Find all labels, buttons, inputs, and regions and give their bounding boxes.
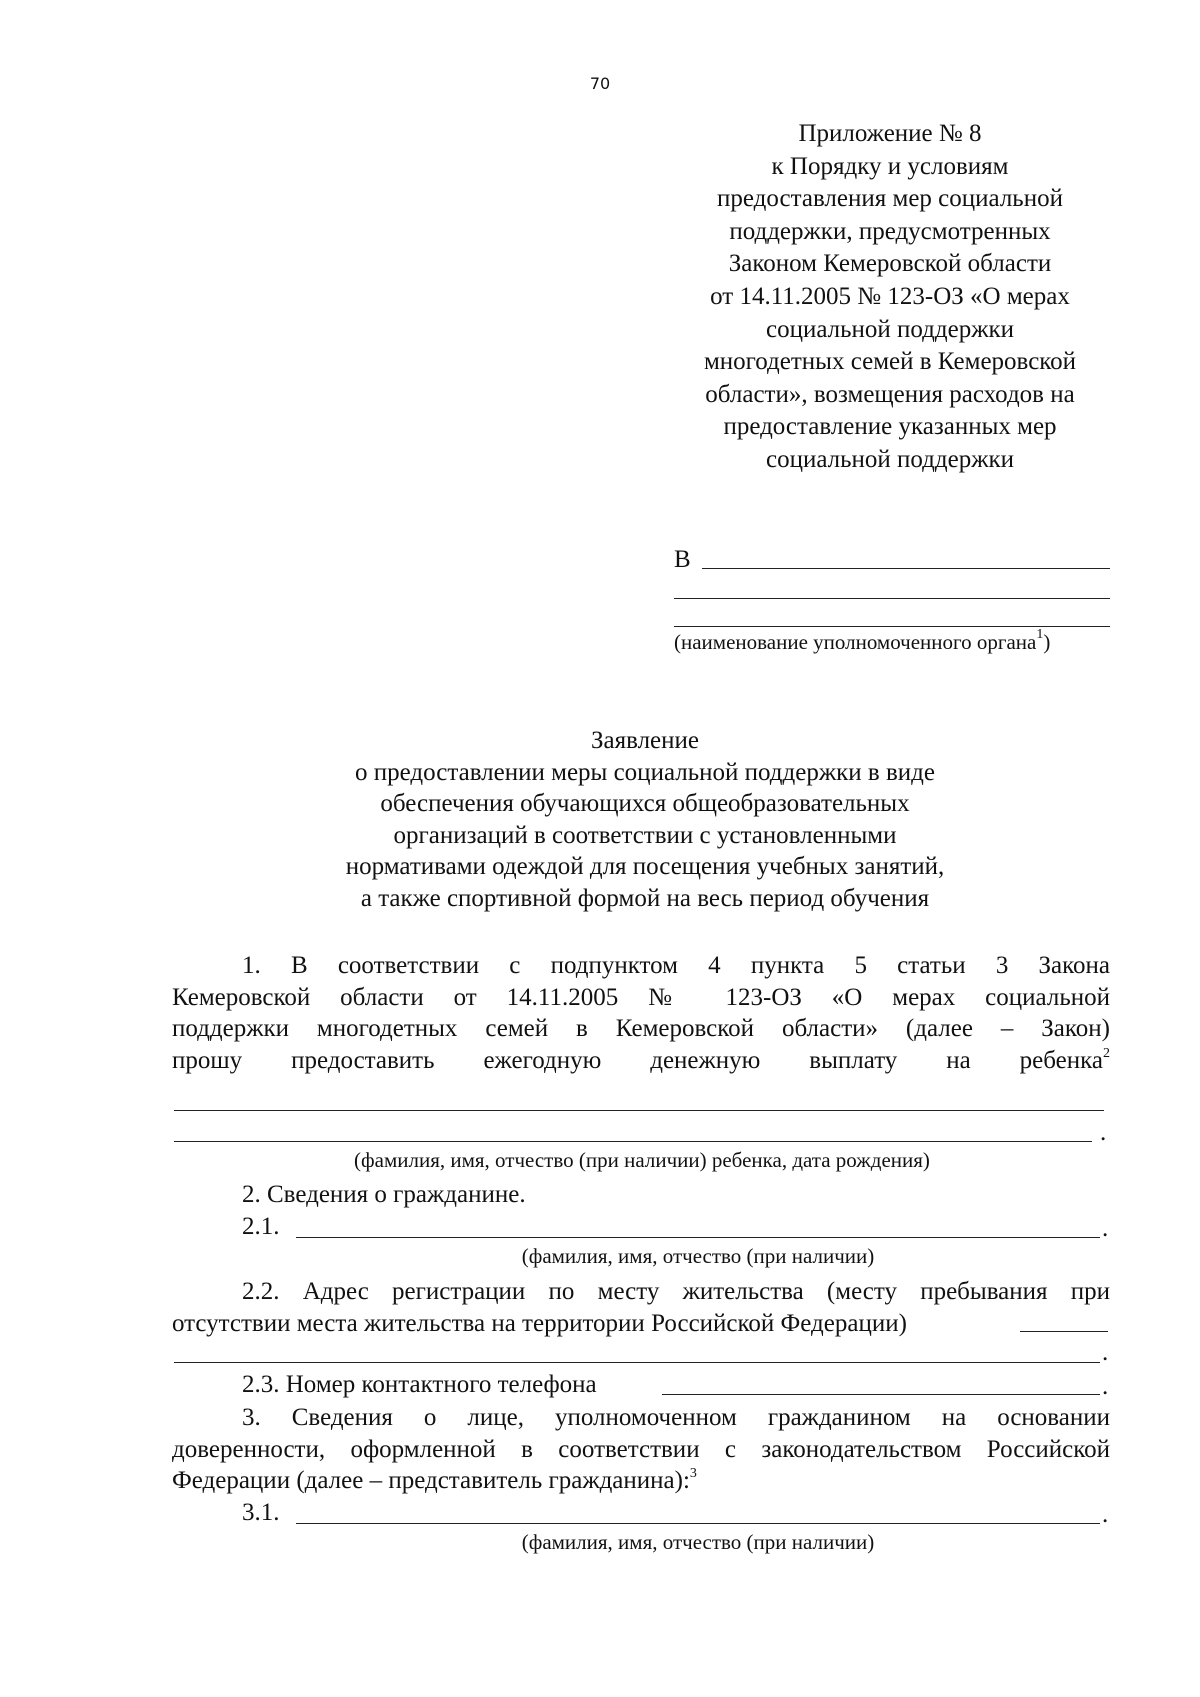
addressee-prefix: В <box>674 546 691 573</box>
period: . <box>1100 1119 1107 1146</box>
item-2-2-line: 2.2. Адрес регистрации по месту жительства (месту пребывания при <box>242 1278 1110 1305</box>
appendix-line: от 14.11.2005 № 123-ОЗ «О мерах <box>710 282 1070 310</box>
title-line: обеспечения обучающихся общеобразовательных <box>380 790 910 818</box>
address-line-2[interactable] <box>174 1362 1100 1363</box>
footnote-ref-3: 3 <box>689 1466 697 1481</box>
appendix-line: поддержки, предусмотренных <box>729 217 1051 245</box>
addressee-field-line-2[interactable] <box>674 598 1110 599</box>
section-1-line: поддержки многодетных семей в Кемеровской области» (далее – Закон) <box>172 1015 1110 1042</box>
page-number: 70 <box>589 74 611 93</box>
document-title <box>250 725 1040 915</box>
addressee-field-line-1[interactable] <box>702 568 1110 569</box>
appendix-line: Приложение № 8 <box>798 120 982 147</box>
item-2-2-line: отсутствии места жительства на территории Российской Федерации) <box>172 1309 907 1337</box>
period: . <box>1102 1501 1109 1528</box>
appendix-line: к Порядку и условиям <box>771 152 1009 180</box>
item-2-1-label: 2.1. <box>242 1213 280 1240</box>
section-1-line: прошу предоставить ежегодную денежную выплату на ребенка$^2$ <box>172 1045 1110 1074</box>
representative-name-line[interactable] <box>296 1523 1100 1524</box>
appendix-header <box>660 118 1120 477</box>
section-3 <box>172 1402 1110 1497</box>
representative-name-caption: (фамилия, имя, отчество (при наличии) <box>521 1530 875 1554</box>
section-3-line: 3. Сведения о лице, уполномоченном гражданином на основании <box>242 1404 1110 1431</box>
title-line: Заявление <box>590 727 700 754</box>
section-3-line: доверенности, оформленной в соответствии с законодательством Российской <box>172 1435 1110 1463</box>
period: . <box>1102 1215 1109 1242</box>
period: . <box>1102 1339 1109 1366</box>
appendix-line: области», возмещения расходов на <box>705 380 1075 408</box>
title-line: о предоставлении меры социальной поддержки в виде <box>355 758 935 786</box>
footnote-ref-1: 1 <box>1036 627 1044 642</box>
title-line: а также спортивной формой на весь период обучения <box>360 884 930 912</box>
appendix-line: многодетных семей в Кемеровской <box>703 348 1077 376</box>
appendix-line: социальной поддержки <box>765 445 1015 473</box>
child-info-caption: (фамилия, имя, отчество (при наличии) ребенка, дата рождения) <box>354 1148 930 1172</box>
section-3-line: Федерации (далее – представитель гражданина):$^3$ <box>172 1466 697 1494</box>
appendix-line: предоставление указанных мер <box>723 413 1057 441</box>
item-2-3-label: 2.3. Номер контактного телефона <box>242 1371 597 1398</box>
citizen-name-caption: (фамилия, имя, отчество (при наличии) <box>521 1244 875 1268</box>
footnote-ref-2: 2 <box>1103 1045 1110 1061</box>
citizen-name-line[interactable] <box>296 1237 1100 1238</box>
addressee-field-line-3[interactable] <box>674 626 1110 627</box>
section-1-line: Кемеровской области от 14.11.2005 № 123-ОЗ «О мерах социальной <box>172 983 1110 1011</box>
addressee-caption: (наименование уполномоченного органа$^1$) <box>674 627 1051 654</box>
child-info-line-1[interactable] <box>174 1110 1104 1111</box>
appendix-line: предоставления мер социальной <box>717 185 1063 213</box>
section-1 <box>172 950 1110 1076</box>
child-info-line-2[interactable] <box>174 1141 1092 1142</box>
phone-line[interactable] <box>662 1394 1100 1395</box>
title-line: нормативами одеждой для посещения учебных занятий, <box>345 853 945 881</box>
address-line-1[interactable] <box>1020 1331 1108 1332</box>
appendix-line: Законом Кемеровской области <box>728 250 1052 278</box>
item-3-1-label: 3.1. <box>242 1499 280 1526</box>
period: . <box>1102 1373 1109 1400</box>
section-2-heading: 2. Сведения о гражданине. <box>242 1181 526 1208</box>
item-2-2 <box>172 1276 1110 1339</box>
appendix-line: социальной поддержки <box>765 315 1015 343</box>
section-1-line: 1. В соответствии с подпунктом 4 пункта 5 статьи 3 Закона <box>242 952 1110 979</box>
title-line: организаций в соответствии с установленными <box>393 821 897 849</box>
